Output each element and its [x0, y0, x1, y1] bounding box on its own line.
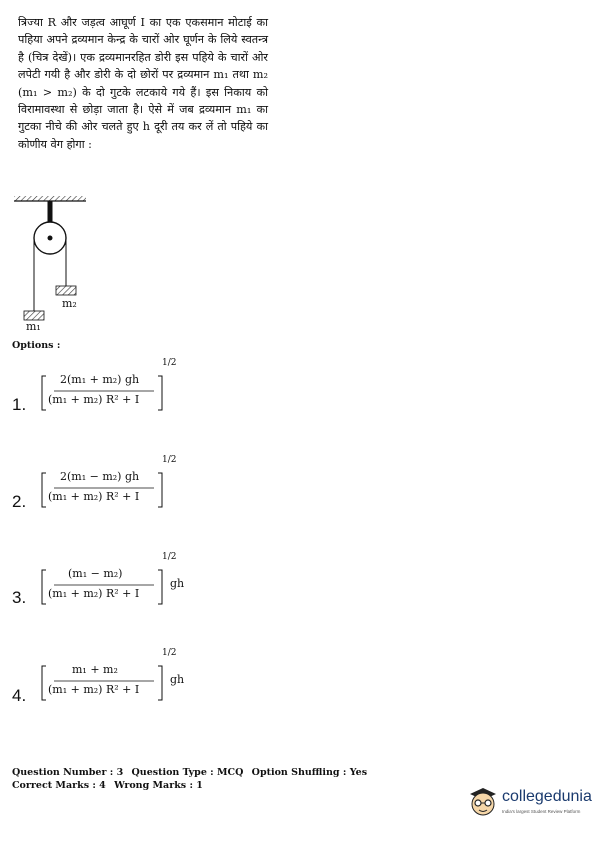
logo-tagline: India's largest Student Review Platform — [502, 809, 581, 814]
question-type: Question Type : MCQ — [131, 767, 244, 778]
option-3-denominator: (m₁ + m₂) R² + I — [48, 587, 140, 600]
label-m2: m₂ — [62, 297, 77, 310]
collegedunia-logo — [466, 784, 592, 824]
option-3-exponent: 1/2 — [162, 552, 177, 562]
option-4-numerator: m₁ + m₂ — [72, 663, 118, 676]
options-heading: Options : — [12, 340, 61, 351]
option-1-denominator: (m₁ + m₂) R² + I — [48, 393, 140, 406]
option-2-denominator: (m₁ + m₂) R² + I — [48, 490, 140, 503]
block-m2 — [56, 286, 76, 295]
pulley-diagram — [14, 196, 134, 336]
option-2-number: 2. — [12, 492, 27, 511]
option-1-numerator: 2(m₁ + m₂) gh — [60, 373, 140, 386]
option-4-denominator: (m₁ + m₂) R² + I — [48, 683, 140, 696]
mascot-icon — [466, 784, 500, 820]
option-4-exponent: 1/2 — [162, 648, 177, 658]
question-text: त्रिज्या R और जड़त्व आघूर्ण I का एक एकसमान मोटाई का पहिया अपने द्रव्यमान केन्द्र के चारों ओर घूर्णन के लिये स्वतन्त्र है (चित्र देखें)। एक द्रव्यमानरहित डोरी इस पहिये के चारों ओर लपेटी गयी है और डोरी के दो छोरों पर द्रव्यमान m₁ तथा m₂ (m₁ > m₂) के दो गुटके लटकाये गये हैं। इस निकाय को विरामावस्था से छोड़ा जाता है। ऐसे में जब द्रव्यमान m₁ का गुटका नीचे की ओर चलते हुए h दूरी तय कर लें तो पहिये का कोणीय वेग होगा : — [18, 16, 268, 151]
label-m1: m₁ — [26, 320, 41, 333]
option-2-exponent: 1/2 — [162, 455, 177, 465]
logo-name: collegedunia — [502, 788, 592, 805]
ceiling — [14, 196, 86, 201]
option-shuffling: Option Shuffling : Yes — [251, 767, 368, 778]
question-number: Question Number : 3 — [12, 767, 124, 778]
option-3-numerator: (m₁ − m₂) — [68, 567, 123, 580]
option-2-numerator: 2(m₁ − m₂) gh — [60, 470, 140, 483]
pulley-figure — [14, 196, 134, 336]
correct-marks: Correct Marks : 4 — [12, 780, 106, 791]
option-1-number: 1. — [12, 395, 27, 414]
option-4-number: 4. — [12, 686, 27, 705]
option-3-suffix: gh — [170, 577, 185, 590]
option-1-exponent: 1/2 — [162, 358, 177, 368]
option-4-suffix: gh — [170, 673, 185, 686]
block-m1 — [24, 311, 44, 320]
wrong-marks: Wrong Marks : 1 — [114, 780, 203, 791]
option-3-number: 3. — [12, 588, 27, 607]
question-meta — [12, 766, 372, 792]
